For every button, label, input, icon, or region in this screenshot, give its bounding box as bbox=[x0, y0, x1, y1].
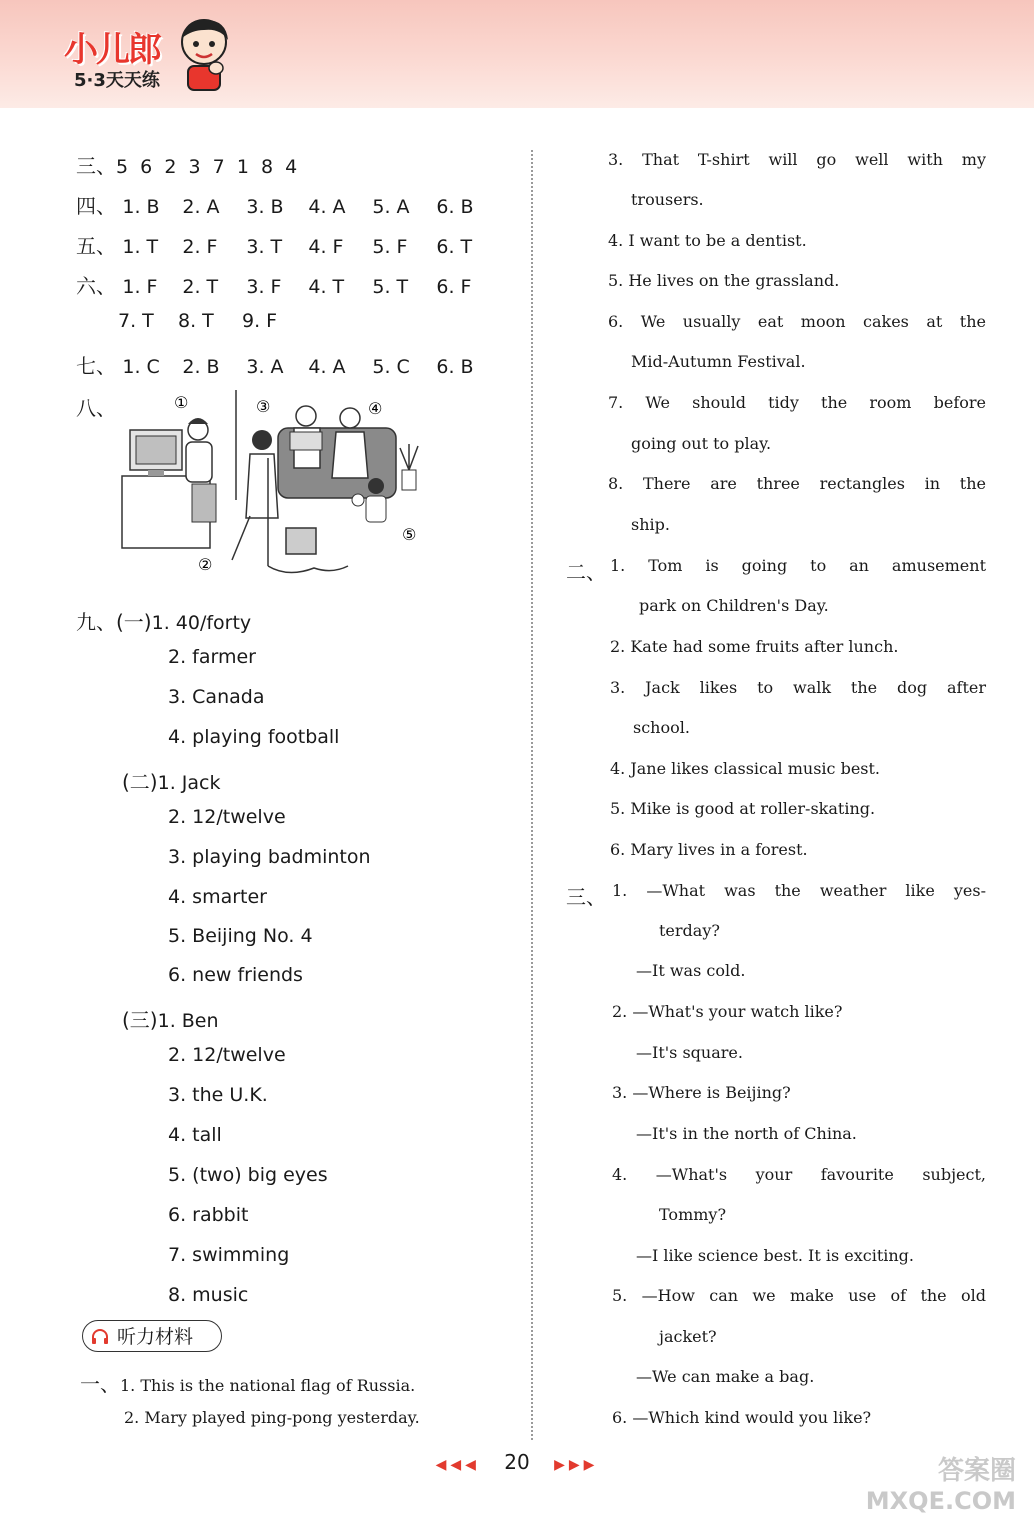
script-line: 2. Kate had some fruits after lunch. bbox=[610, 637, 899, 656]
script-line: —We can make a bag. bbox=[636, 1367, 815, 1386]
answer-item: 8. T bbox=[178, 310, 214, 332]
answer-item: 2. F bbox=[182, 236, 218, 258]
answer-item: 5. T bbox=[372, 276, 409, 298]
section-label: 三、 bbox=[76, 154, 116, 178]
family-scene-illustration bbox=[118, 388, 436, 584]
section-label: 四、 bbox=[76, 194, 116, 218]
answer-item: 4. tall bbox=[168, 1124, 222, 1146]
script-line: 8. There are three rectangles in the bbox=[608, 474, 986, 493]
marker-1: ① bbox=[174, 393, 189, 412]
script-line: 2. —What's your watch like? bbox=[612, 1002, 843, 1021]
answer-item: 6. B bbox=[436, 196, 474, 218]
section-label: 六、 bbox=[76, 274, 116, 298]
next-arrows-icon: ▶▶▶ bbox=[554, 1457, 599, 1473]
script-line: 4. I want to be a dentist. bbox=[608, 231, 807, 250]
section-label: 八、 bbox=[76, 396, 116, 420]
prev-arrows-icon: ◀◀◀ bbox=[435, 1457, 480, 1473]
answer-item: 1. Jack bbox=[157, 772, 221, 794]
section-label: 一、 bbox=[80, 1372, 120, 1396]
answer-item: 9. F bbox=[242, 310, 278, 332]
answer-item: 6. rabbit bbox=[168, 1204, 249, 1226]
section-label: 七、 bbox=[76, 354, 116, 378]
answer-item: 2. B bbox=[182, 356, 220, 378]
script-line: park on Children's Day. bbox=[639, 596, 829, 615]
script-line: going out to play. bbox=[631, 434, 772, 453]
part-label: (三) bbox=[122, 1008, 158, 1032]
marker-4: ④ bbox=[368, 399, 383, 418]
script-line: Tommy? bbox=[659, 1205, 727, 1224]
script-line: Mid-Autumn Festival. bbox=[631, 352, 806, 371]
answer-item: 1. B bbox=[122, 196, 160, 218]
answer-item: 3. B bbox=[246, 196, 284, 218]
script-line: 5. —How can we make use of the old bbox=[612, 1286, 986, 1305]
script-line: —It was cold. bbox=[636, 961, 746, 980]
answer-item: 2. farmer bbox=[168, 646, 256, 668]
script-line: 5. Mike is good at roller-skating. bbox=[610, 799, 876, 818]
answer-item: 5. (two) big eyes bbox=[168, 1164, 328, 1186]
script-line: —I like science best. It is exciting. bbox=[636, 1246, 914, 1265]
marker-2: ② bbox=[198, 555, 213, 574]
script-line: terday? bbox=[659, 921, 720, 940]
answer-item: 1. Ben bbox=[157, 1010, 219, 1032]
script-line: 3. —Where is Beijing? bbox=[612, 1083, 791, 1102]
script-line: 6. We usually eat moon cakes at the bbox=[608, 312, 986, 331]
answer-item: 5. F bbox=[372, 236, 408, 258]
answer-item: 3. playing badminton bbox=[168, 846, 371, 868]
script-line: 3. That T-shirt will go well with my bbox=[608, 150, 986, 169]
brand-subtitle: 5·3天天练 bbox=[74, 70, 160, 91]
answer-item: 1. C bbox=[122, 356, 160, 378]
answer-sequence: 5 6 2 3 7 1 8 4 bbox=[116, 156, 298, 178]
mascot-icon bbox=[172, 14, 236, 94]
script-line: school. bbox=[633, 718, 690, 737]
script-line: 4. Jane likes classical music best. bbox=[610, 759, 881, 778]
answer-item: 8. music bbox=[168, 1284, 249, 1306]
headphones-icon bbox=[91, 1328, 109, 1344]
answer-item: 2. 12/twelve bbox=[168, 806, 286, 828]
script-line: 5. He lives on the grassland. bbox=[608, 271, 840, 290]
answer-item: 3. Canada bbox=[168, 686, 265, 708]
page-number: 20 bbox=[504, 1450, 530, 1474]
script-line: 1. —What was the weather like yes- bbox=[612, 881, 986, 900]
answer-item: 1. F bbox=[122, 276, 158, 298]
script-line: 4. —What's your favourite subject, bbox=[612, 1165, 986, 1184]
answer-item: 4. A bbox=[308, 356, 346, 378]
section-label: 五、 bbox=[76, 234, 116, 258]
brand-logo: 小儿郎 bbox=[64, 30, 160, 70]
answer-item: 1. T bbox=[122, 236, 159, 258]
script-line: 2. Mary played ping-pong yesterday. bbox=[124, 1408, 420, 1427]
section-label: 三、 bbox=[566, 885, 606, 909]
answer-item: 2. A bbox=[182, 196, 220, 218]
answer-item: 6. new friends bbox=[168, 964, 303, 986]
script-line: 3. Jack likes to walk the dog after bbox=[610, 678, 986, 697]
watermark bbox=[866, 1456, 1016, 1516]
marker-5: ⑤ bbox=[402, 525, 417, 544]
answer-item: 5. C bbox=[372, 356, 410, 378]
answer-item: 6. B bbox=[436, 356, 474, 378]
watermark-line: MXQE.COM bbox=[865, 1487, 1016, 1515]
section-label: 二、 bbox=[566, 560, 606, 584]
answer-item: 3. T bbox=[246, 236, 283, 258]
script-line: —It's in the north of China. bbox=[636, 1124, 857, 1143]
answer-item: 2. 12/twelve bbox=[168, 1044, 286, 1066]
script-line: 6. —Which kind would you like? bbox=[612, 1408, 872, 1427]
answer-item: 6. T bbox=[436, 236, 473, 258]
answer-item: 4. F bbox=[308, 236, 344, 258]
answer-item: 5. Beijing No. 4 bbox=[168, 925, 313, 947]
script-line: jacket? bbox=[659, 1327, 717, 1346]
script-line: 1. Tom is going to an amusement bbox=[610, 556, 986, 575]
answer-item: 4. smarter bbox=[168, 886, 267, 908]
answer-item: 6. F bbox=[436, 276, 472, 298]
script-line: 6. Mary lives in a forest. bbox=[610, 840, 808, 859]
watermark-line: 答案圈 bbox=[937, 1456, 1016, 1486]
answer-item: 4. playing football bbox=[168, 726, 340, 748]
script-line: 1. This is the national flag of Russia. bbox=[120, 1376, 416, 1395]
part-label: (一) bbox=[116, 610, 152, 634]
marker-3: ③ bbox=[256, 397, 271, 416]
script-line: 7. We should tidy the room before bbox=[608, 393, 986, 412]
script-line: ship. bbox=[631, 515, 670, 534]
answer-item: 7. T bbox=[118, 310, 154, 332]
answer-item: 7. swimming bbox=[168, 1244, 290, 1266]
column-divider bbox=[531, 150, 533, 1440]
script-line: trousers. bbox=[631, 190, 704, 209]
answer-item: 5. A bbox=[372, 196, 410, 218]
part-label: (二) bbox=[122, 770, 158, 794]
listening-material-label: 听力材料 bbox=[117, 1326, 194, 1348]
script-line: —It's square. bbox=[636, 1043, 743, 1062]
listening-material-tag bbox=[82, 1320, 222, 1352]
answer-item: 1. 40/forty bbox=[151, 612, 252, 634]
answer-item: 3. the U.K. bbox=[168, 1084, 268, 1106]
answer-item: 4. T bbox=[308, 276, 345, 298]
answer-item: 2. T bbox=[182, 276, 219, 298]
answer-item: 3. A bbox=[246, 356, 284, 378]
section-label: 九、 bbox=[76, 610, 116, 634]
answer-item: 3. F bbox=[246, 276, 282, 298]
answer-item: 4. A bbox=[308, 196, 346, 218]
